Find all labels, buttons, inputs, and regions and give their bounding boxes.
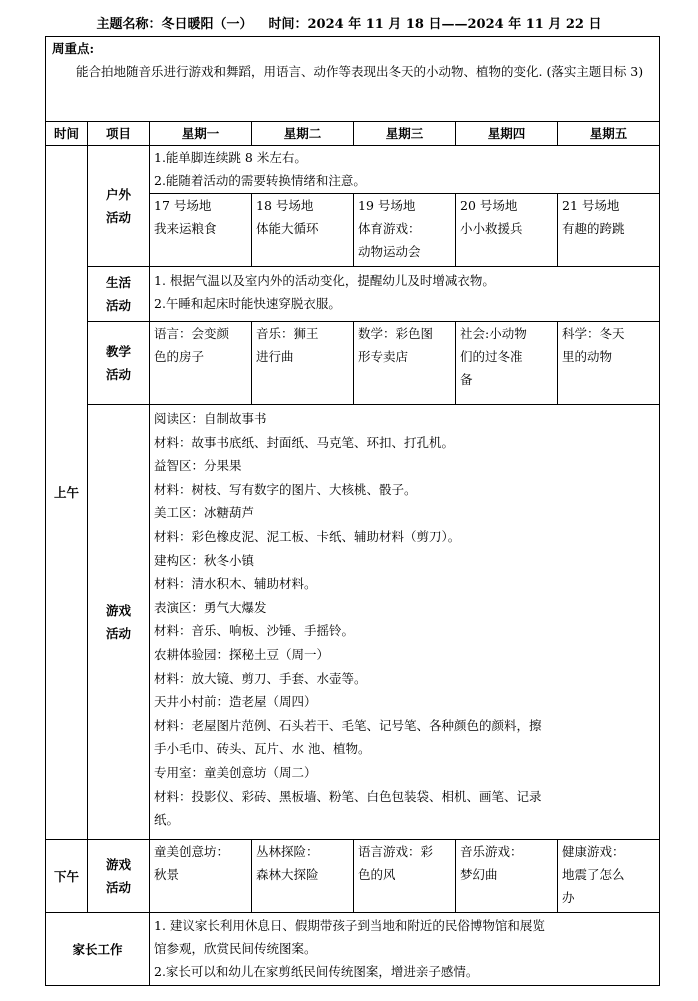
games-list <box>150 405 659 832</box>
focus-text: 能合拍地随音乐进行游戏和舞蹈，用语言、动作等表现出冬天的小动物、植物的变化. (落实主题目标 3) <box>76 64 644 79</box>
games-line: 材料：投影仪、彩砖、黑板墙、粉笔、白色包装袋、相机、画笔、记录 <box>154 788 542 804</box>
games-line: 手小毛巾、砖头、瓦片、水 池、植物。 <box>154 741 371 757</box>
life-row <box>46 267 660 322</box>
games-line: 材料：树枝、写有数字的图片、大核桃、骰子。 <box>154 481 417 497</box>
parents-row <box>46 913 660 986</box>
time-value: 2024 年 11 月 18 日——2024 年 11 月 22 日 <box>307 17 602 32</box>
games-line: 建构区：秋冬小镇 <box>154 552 255 568</box>
games-line: 专用室：童美创意坊（周二） <box>154 764 317 780</box>
teaching-row <box>46 322 660 405</box>
games-content <box>150 405 660 840</box>
parents-content <box>150 913 660 986</box>
games-line: 材料：放大镜、剪刀、手套、水壶等。 <box>154 670 367 686</box>
afternoon-games-label: 游戏 活动 <box>88 840 150 913</box>
outdoor-fri: 21 号场地 有趣的跨跳 <box>558 194 660 267</box>
col-header-tue: 星期二 <box>252 122 354 146</box>
afternoon-wed: 语言游戏：彩 色的风 <box>354 840 456 913</box>
outdoor-thu: 20 号场地 小小救援兵 <box>456 194 558 267</box>
games-line: 农耕体验园：探秘土豆（周一） <box>154 646 330 662</box>
afternoon-fri: 健康游戏： 地震了怎么 办 <box>558 840 660 913</box>
outdoor-goals <box>150 146 660 194</box>
outdoor-mon: 17 号场地 我来运粮食 <box>150 194 252 267</box>
outdoor-goals-row <box>46 146 660 194</box>
afternoon-tue: 丛林探险： 森林大探险 <box>252 840 354 913</box>
outdoor-goal: 1.能单脚连续跳 8 米左右。 <box>154 150 307 165</box>
outdoor-tue: 18 号场地 体能大循环 <box>252 194 354 267</box>
outdoor-label: 户外 活动 <box>88 146 150 267</box>
parents-line: 1. 建议家长利用休息日、假期带孩子到当地和附近的民俗博物馆和展览 <box>154 918 545 933</box>
focus-title: 周重点: <box>52 41 95 56</box>
afternoon-label: 下午 <box>46 840 88 913</box>
games-line: 材料：彩色橡皮泥、泥工板、卡纸、辅助材料（剪刀）。 <box>154 528 461 544</box>
games-row <box>46 405 660 840</box>
games-line: 阅读区：自制故事书 <box>154 411 267 426</box>
games-line: 材料：老屋图片范例、石头若干、毛笔、记号笔、各种颜色的颜料，擦 <box>154 717 542 733</box>
outdoor-wed: 19 号场地 体育游戏： 动物运动会 <box>354 194 456 267</box>
afternoon-thu: 音乐游戏： 梦幻曲 <box>456 840 558 913</box>
teaching-wed: 数学：彩色图 形专卖店 <box>354 322 456 405</box>
weekly-plan-table <box>45 36 660 986</box>
teaching-fri: 科学：冬天 里的动物 <box>558 322 660 405</box>
plan-header <box>0 14 698 36</box>
life-line: 2.午睡和起床时能快速穿脱衣服。 <box>154 296 341 311</box>
afternoon-mon: 童美创意坊： 秋景 <box>150 840 252 913</box>
games-line: 纸。 <box>154 812 180 828</box>
col-header-wed: 星期三 <box>354 122 456 146</box>
morning-label: 上午 <box>46 146 88 840</box>
life-content <box>150 267 660 322</box>
focus-row <box>46 37 660 122</box>
theme-label: 主题名称： <box>96 17 162 32</box>
focus-cell <box>46 37 660 122</box>
teaching-mon: 语言：会变颜 色的房子 <box>150 322 252 405</box>
column-header-row <box>46 122 660 146</box>
teaching-label: 教学 活动 <box>88 322 150 405</box>
col-header-time: 时间 <box>46 122 88 146</box>
theme-value: 冬日暖阳（一） <box>161 17 253 32</box>
games-line: 表演区：勇气大爆发 <box>154 599 267 615</box>
life-line: 1. 根据气温以及室内外的活动变化，提醒幼儿及时增减衣物。 <box>154 273 495 288</box>
games-line: 材料：故事书底纸、封面纸、马克笔、环扣、打孔机。 <box>154 434 455 450</box>
parents-line: 馆参观，欣赏民间传统图案。 <box>154 941 317 956</box>
time-label: 时间： <box>268 17 308 32</box>
games-line: 美工区：冰糖葫芦 <box>154 505 255 521</box>
col-header-mon: 星期一 <box>150 122 252 146</box>
col-header-fri: 星期五 <box>558 122 660 146</box>
games-line: 材料：清水积木、辅助材料。 <box>154 576 317 592</box>
col-header-thu: 星期四 <box>456 122 558 146</box>
teaching-thu: 社会:小动物 们的过冬准 备 <box>456 322 558 405</box>
parents-label: 家长工作 <box>46 913 150 986</box>
col-header-item: 项目 <box>88 122 150 146</box>
parents-line: 2.家长可以和幼儿在家剪纸民间传统图案，增进亲子感情。 <box>154 964 479 979</box>
games-line: 益智区：分果果 <box>154 458 242 474</box>
games-line: 天井小村前：造老屋（周四） <box>154 694 317 710</box>
teaching-tue: 音乐：狮王 进行曲 <box>252 322 354 405</box>
life-label: 生活 活动 <box>88 267 150 322</box>
games-line: 材料：音乐、响板、沙锤、手摇铃。 <box>154 623 355 639</box>
games-label: 游戏 活动 <box>88 405 150 840</box>
outdoor-goal: 2.能随着活动的需要转换情绪和注意。 <box>154 173 366 188</box>
afternoon-row <box>46 840 660 913</box>
